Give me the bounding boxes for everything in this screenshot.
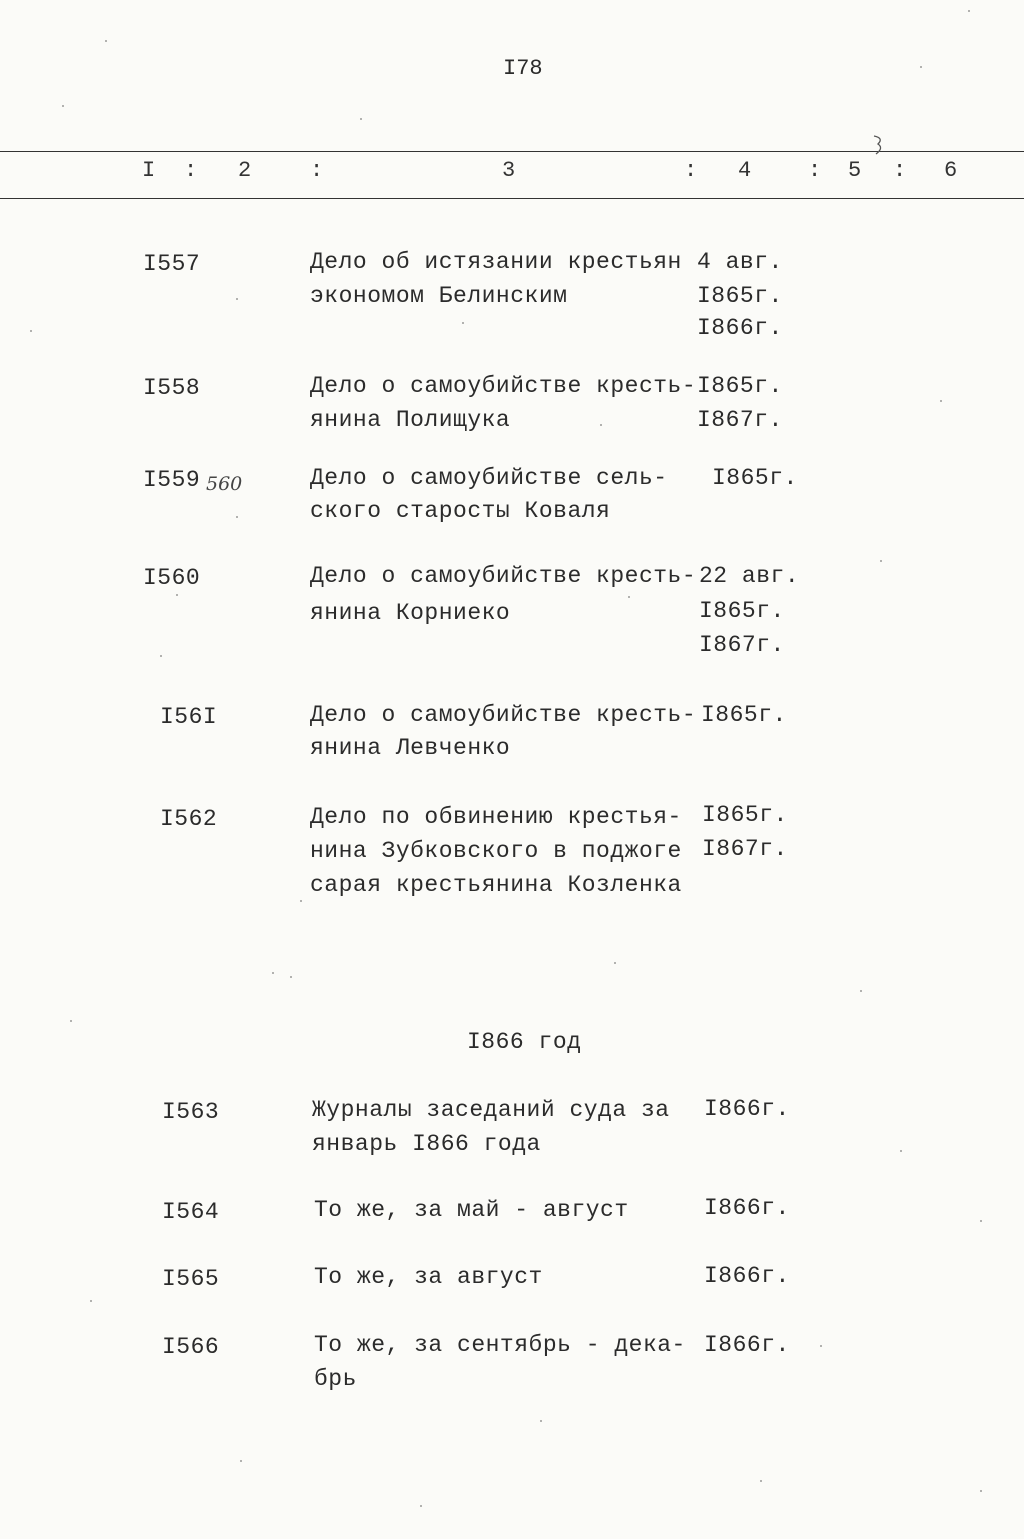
item-title-line: Дело по обвинению крестья- [310, 804, 682, 830]
item-date: 4 авг. [697, 249, 783, 275]
item-date: I866г. [704, 1263, 790, 1289]
col-sep-4: : [808, 158, 822, 183]
item-number: I557 [143, 251, 201, 277]
col-sep-1: : [184, 158, 198, 183]
item-title-line: экономом Белинским [310, 283, 568, 309]
item-number: I563 [162, 1099, 220, 1125]
item-date: I865г. [712, 465, 798, 491]
item-title-line: Дело о самоубийстве кресть- [310, 702, 697, 728]
item-title-line: Дело о самоубийстве сель- [310, 465, 668, 491]
item-number: I564 [162, 1199, 220, 1225]
item-title-line: нина Зубковского в поджоге [310, 838, 682, 864]
item-title-line: сарая крестьянина Козленка [310, 872, 682, 898]
item-title-line: То же, за август [314, 1264, 543, 1290]
section-title: I866 год [467, 1029, 582, 1055]
item-title-line: янина Корниеко [310, 600, 511, 626]
item-date: I867г. [702, 836, 788, 862]
col-header-1: I [142, 158, 156, 183]
item-title-line: ского старосты Коваля [310, 498, 611, 524]
item-number: I562 [160, 806, 218, 832]
item-title-line: брь [314, 1366, 357, 1392]
item-date: I866г. [697, 315, 783, 341]
item-title-line: То же, за сентябрь - дека- [314, 1332, 686, 1358]
item-number: I558 [143, 375, 201, 401]
col-sep-2: : [310, 158, 324, 183]
item-date: I867г. [697, 407, 783, 433]
item-date: I866г. [704, 1195, 790, 1221]
page-number: I78 [503, 56, 543, 81]
item-title-line: январь I866 года [312, 1131, 541, 1157]
col-header-2: 2 [238, 158, 252, 183]
item-date: I865г. [697, 373, 783, 399]
item-title-line: янина Левченко [310, 735, 511, 761]
item-number: I560 [143, 565, 201, 591]
col-header-4: 4 [738, 158, 752, 183]
item-date: I865г. [702, 802, 788, 828]
item-number: I559 [143, 467, 201, 493]
col-header-3: 3 [502, 158, 516, 183]
col-sep-3: : [684, 158, 698, 183]
item-date: I865г. [701, 702, 787, 728]
item-title-line: Дело о самоубийстве кресть- [310, 373, 697, 399]
item-title-line: То же, за май - август [314, 1197, 629, 1223]
col-header-6: 6 [944, 158, 958, 183]
item-title-line: Журналы заседаний суда за [312, 1097, 670, 1123]
item-number: I56I [160, 704, 218, 730]
item-date: I866г. [704, 1332, 790, 1358]
item-title-line: Дело о самоубийстве кресть- [310, 563, 697, 589]
item-title-line: янина Полищука [310, 407, 511, 433]
header-bottom-rule [0, 198, 1024, 199]
item-number: I565 [162, 1266, 220, 1292]
item-number: I566 [162, 1334, 220, 1360]
col-sep-5: : [893, 158, 907, 183]
item-title-line: Дело об истязании крестьян [310, 249, 682, 275]
item-date: I865г. [697, 283, 783, 309]
item-date: 22 авг. [699, 563, 800, 589]
item-date: I867г. [699, 632, 785, 658]
item-date: I866г. [704, 1096, 790, 1122]
handwritten-note: 560 [206, 473, 243, 495]
item-date: I865г. [699, 598, 785, 624]
col-header-5: 5 [848, 158, 862, 183]
handwritten-mark-icon [870, 132, 890, 158]
